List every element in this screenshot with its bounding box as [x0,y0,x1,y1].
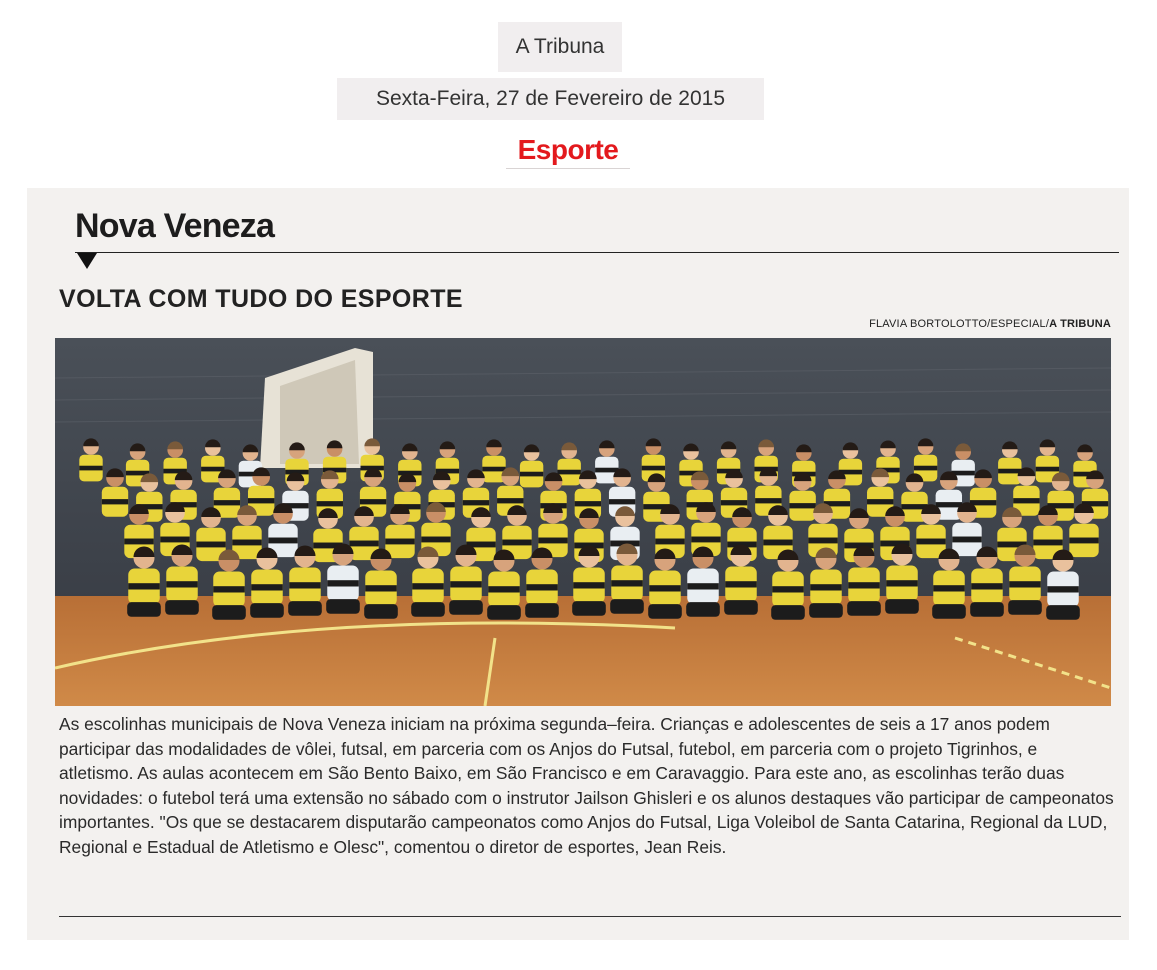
team-group-photo [55,338,1111,706]
photo-credit [869,318,1111,330]
publication-date: Sexta-Feira, 27 de Fevereiro de 2015 [337,78,764,120]
article-headline: VOLTA COM TUDO DO ESPORTE [59,285,463,313]
section-title: Esporte [506,132,630,169]
photo-credit-author: FLAVIA BORTOLOTTO/ESPECIAL/ [869,318,1050,330]
group-photo-icon [55,338,1111,706]
article-body: As escolinhas municipais de Nova Veneza iniciam na próxima segunda–feira. Crianças e adolescentes de seis a 17 anos podem participar das modalidades de vôlei, futsal, em parceria com os Anjos do Futsal, futebol, em parceria com o projeto Tigrinhos, e atletismo. As aulas acontecem em São Bento Baixo, em São Francisco e em Caravaggio. Para este ano, as escolinhas terão duas novidades: o futebol terá uma extensão no sábado com o instrutor Jailson Ghisleri e os alunos destaques vão participar de campeonatos importantes. "Os que se destacarem disputarão campeonatos como Anjos do Futsal, Liga Voleibol de Santa Catarina, Regional da LUD, Regional e Estadual de Atletismo e Olesc", comentou o diretor de esportes, Jean Reis. [59,714,1114,857]
kicker-arrow-icon [77,253,97,269]
kicker-divider [75,252,1119,253]
newspaper-clipping [27,188,1129,940]
article-kicker: Nova Veneza [75,207,275,245]
article-bottom-rule [59,916,1121,917]
photo-credit-outlet: A TRIBUNA [1049,318,1111,330]
publication-name: A Tribuna [498,22,622,72]
